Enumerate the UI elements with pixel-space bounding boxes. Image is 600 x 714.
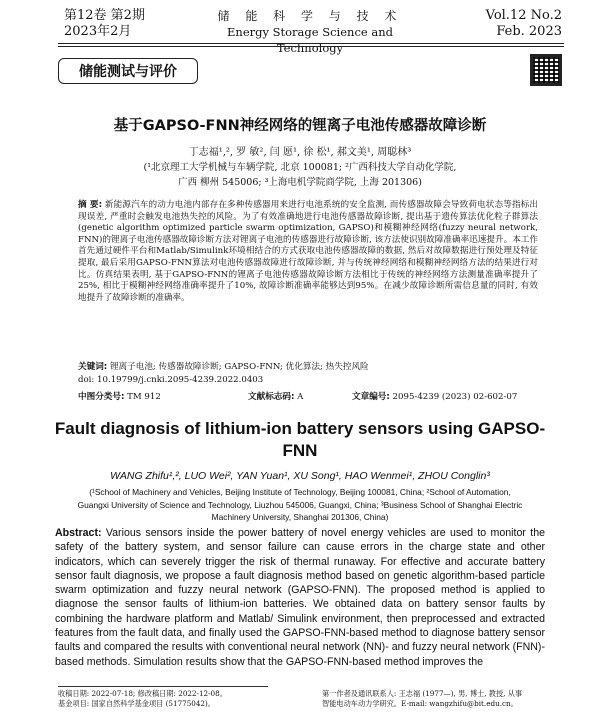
keywords-cn-text: 锂离子电池; 传感器故障诊断; GAPSO-FNN; 优化算法; 热失控风险 <box>109 362 369 372</box>
footnote-received: 收稿日期: 2022-07-18; 修改稿日期: 2022-12-08。 <box>58 689 227 698</box>
keywords-cn-label: 关键词: <box>78 362 108 372</box>
header-issue-info <box>64 8 145 40</box>
keywords-cn <box>78 362 538 374</box>
journal-name-en: Energy Storage Science and Technology <box>227 25 393 55</box>
header-date-cn: 2023年2月 <box>64 24 132 39</box>
document-code <box>248 390 303 402</box>
clc-number <box>78 390 161 402</box>
clc-label: 中图分类号: <box>78 392 125 402</box>
journal-name-cn: 储 能 科 学 与 技 术 <box>217 9 403 23</box>
article-number <box>352 390 517 402</box>
abstract-en <box>55 526 545 669</box>
footnote-right <box>322 689 562 708</box>
affiliation-cn-line: (¹北京理工大学机械与车辆学院, 北京 100081; ²广西科技大学自动化学院, <box>143 162 457 173</box>
header-rule-thick <box>58 43 564 44</box>
affiliation-cn-line: 广西 柳州 545006; ³上海电机学院商学院, 上海 201306) <box>178 177 422 188</box>
affiliation-en-line: Guangxi University of Science and Technology, Liuzhou 545006, Guangxi, China; ³Business School of Shanghai Electric <box>77 499 523 510</box>
abstract-en-text: Various sensors inside the power battery of novel energy vehicles are used to monitor the safety of the battery system, and sensor failure can cause errors in the charge state and other indicators, which can severely trigger the risk of thermal runaway. For effective and accurate battery sensor fault diagnosis, we propose a fault diagnosis method based on genetic algorithm-based particle swarm optimization and fuzzy neural network (GAPSO-FNN). The proposed method is applied to diagnose the sensor faults of lithium-ion batteries. We obtained data on battery sensor faults by combining the hardware platform and Matlab/ Simulink environment, then preprocessed and extracted features from the fault data, and finally used the GAPSO-FNN-based method to diagnose battery sensor faults and compared the results with conventional neural network (NN)- and fuzzy neural network (FNN)-based methods. Simulation results show that the GAPSO-FNN-based method improves the <box>55 527 545 668</box>
abstract-cn-label: 摘 要: <box>78 200 103 210</box>
header-date-en: Feb. 2023 <box>496 24 562 39</box>
abstract-cn <box>78 200 538 304</box>
authors-cn: 丁志福¹,², 罗 敏², 闫 愿¹, 徐 松¹, 郝文美¹, 周聪林³ <box>188 147 412 158</box>
document-code-value: A <box>297 392 304 402</box>
clc-value: TM 912 <box>127 392 161 402</box>
footnote-left <box>58 689 308 708</box>
header-volume-en-block <box>486 8 562 40</box>
header-volume-cn: 第12卷 第2期 <box>64 8 145 23</box>
footnote-author: 第一作者及通讯联系人: 王志福 (1977—), 男, 博士, 教授, 从事 <box>322 689 523 698</box>
title-cn: 基于GAPSO-FNN神经网络的锂离子电池传感器故障诊断 <box>113 118 487 134</box>
footnote-email: 智能电动车动力学研究。E-mail: wangzhifu@bit.edu.cn。 <box>322 698 518 708</box>
footnote-funding: 基金项目: 国家自然科学基金项目 (51775042)。 <box>58 698 215 708</box>
authors-en: WANG Zhifu¹,², LUO Wei², YAN Yuan¹, XU Song¹, HAO Wenmei¹, ZHOU Conglin³ <box>110 470 490 482</box>
doi: doi: 10.19799/j.cnki.2095-4239.2022.0403 <box>78 375 264 385</box>
abstract-en-label: Abstract: <box>55 527 102 539</box>
footnote-rule <box>58 686 268 687</box>
affiliations-cn <box>40 160 560 190</box>
qr-code-icon <box>530 54 562 86</box>
abstract-cn-text: 新能源汽车的动力电池内部存在多种传感器用来进行电池系统的安全监测, 而传感器故障会导致荷电状态等指标出现误差, 严重时会触发电池热失控的风险。为了有效准确地进行电池传感器故障诊断, 提出基于遗传算法优化粒子群算法(genetic algorithm optimized particle swarm optimization, GAPSO)和模糊神经网络(fuzzy neural network, FNN)的锂离子电池传感器故障诊断方法对锂离子电池的传感器进行故障诊断, 该方法使识别故障准确率迅速提升。本工作首先通过硬件平台和Matlab/Simulink环境相结合的方式获取电池传感器故障的数据, 然后对故障数据进行预处理及特征提取, 最后采用GAPSO-FNN算法对电池传感器故障进行故障诊断, 并与传统神经网络和模糊神经网络方法的结果进行对比。仿真结果表明, 基于GAPSO-FNN的锂离子电池传感器故障诊断方法相比于传统的神经网络方法测量准确率提升了25%, 相比于模糊神经网络准确率提升了10%, 故障诊断准确率能够达到95%。在减少故障诊断所需信息量的同时, 有效地提升了故障诊断的准确率。 <box>78 200 539 303</box>
header-rule-thin <box>58 46 564 47</box>
title-en: Fault diagnosis of lithium-ion battery sensors using GAPSO-FNN <box>54 419 546 460</box>
affiliation-en-line: (¹School of Machinery and Vehicles, Beijing Institute of Technology, Beijing 100081, China; ²School of Automation, <box>89 487 511 497</box>
article-number-value: 2095-4239 (2023) 02-602-07 <box>392 392 518 402</box>
affiliations-en <box>40 486 560 524</box>
affiliation-en-line: Machinery University, Shanghai 201306, China) <box>211 512 389 522</box>
article-number-label: 文章编号: <box>352 392 390 402</box>
header-volume-en: Vol.12 No.2 <box>485 8 562 23</box>
column-label: 储能测试与评价 <box>58 58 198 84</box>
header-journal <box>210 8 410 56</box>
document-code-label: 文献标志码: <box>248 392 295 402</box>
